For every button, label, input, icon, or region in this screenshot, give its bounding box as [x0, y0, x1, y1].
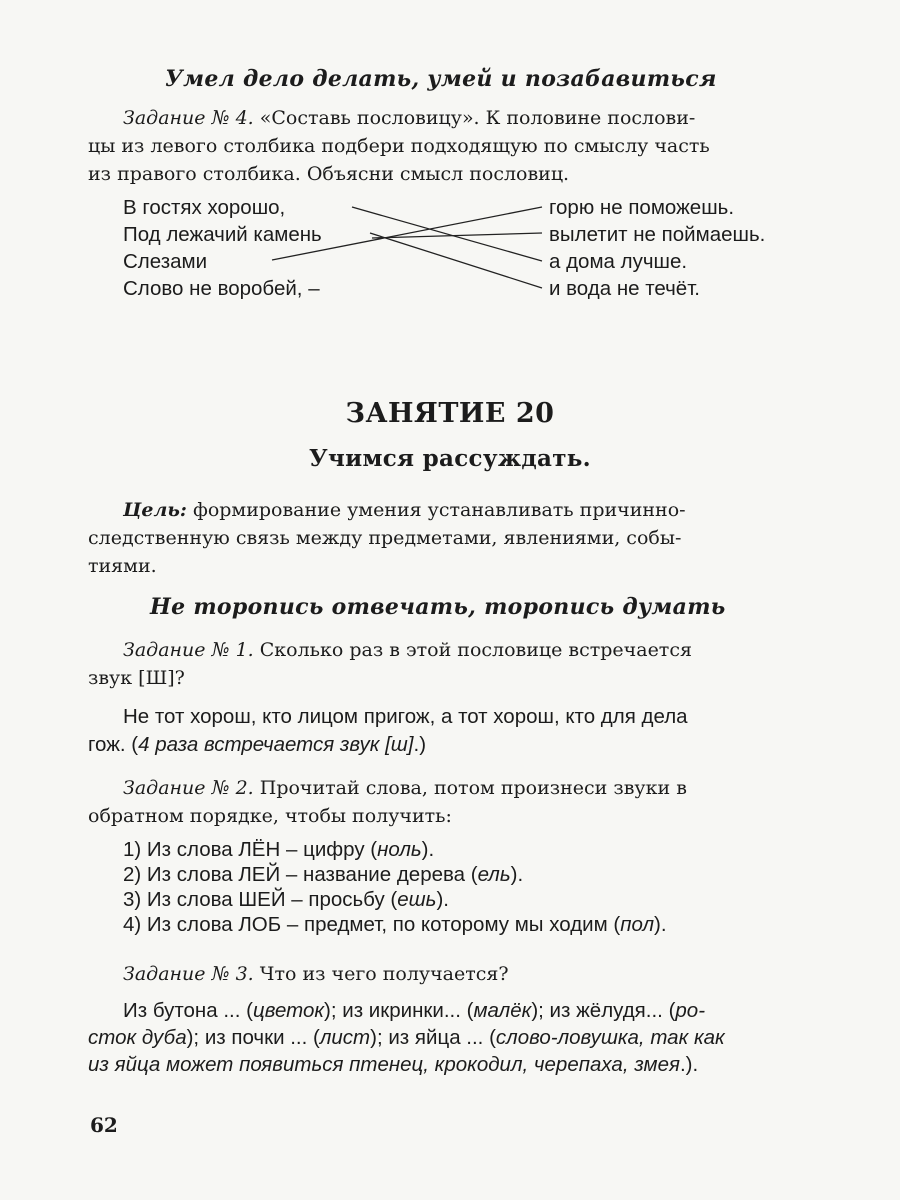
- task3-answer-line1: Из бутона ... (цветок); из икринки... (малёк); из жёлудя... (ро-: [123, 999, 706, 1022]
- task4-line2: цы из левого столбика подбери подходящую по смыслу часть: [88, 135, 710, 157]
- task1-line2: звук [Ш]?: [88, 667, 185, 689]
- lesson-subtitle: Учимся рассуждать.: [309, 445, 591, 472]
- left-item-3: Слезами: [123, 250, 208, 273]
- goal-label: Цель:: [123, 499, 187, 521]
- goal-line2: следственную связь между предметами, явлениями, собы-: [88, 527, 682, 549]
- task2-line1: [123, 774, 687, 802]
- task3-line1: [123, 960, 509, 988]
- task2-item-1: 1) Из слова ЛЁН – цифру (ноль).: [123, 838, 435, 861]
- lesson-title: ЗАНЯТИЕ 20: [345, 398, 555, 429]
- task1-answer-line1: Не тот хорош, кто лицом пригож, а тот хорош, кто для дела: [123, 705, 688, 728]
- task1-answer-italic: 4 раза встречается звук [ш]: [138, 733, 414, 756]
- task3-label: Задание № 3.: [123, 963, 254, 985]
- task2-line2: обратном порядке, чтобы получить:: [88, 805, 452, 827]
- task3-answer-line2: сток дуба); из почки ... (лист); из яйца ... (слово-ловушка, так как: [88, 1026, 725, 1049]
- left-item-2: Под лежачий камень: [123, 223, 322, 246]
- task2-item-3: 3) Из слова ШЕЙ – просьбу (ешь).: [123, 888, 449, 911]
- right-item-1: горю не поможешь.: [549, 196, 735, 219]
- task1-line1: [123, 636, 692, 664]
- right-item-3: а дома лучше.: [549, 250, 688, 273]
- task4-label: Задание № 4.: [123, 107, 254, 129]
- task1-label: Задание № 1.: [123, 639, 254, 661]
- task1-answer-plain: гож. (: [88, 733, 139, 756]
- task2-label: Задание № 2.: [123, 777, 254, 799]
- task3-answer-line3: из яйца может появиться птенец, крокодил, черепаха, змея.).: [88, 1053, 699, 1076]
- left-item-1: В гостях хорошо,: [123, 196, 286, 219]
- task2-text1: Прочитай слова, потом произнеси звуки в: [259, 777, 687, 799]
- left-item-4: Слово не воробей, –: [123, 277, 320, 300]
- task2-item-4: 4) Из слова ЛОБ – предмет, по которому мы ходим (пол).: [123, 913, 667, 936]
- section-title-1: Умел дело делать, умей и позабавиться: [165, 66, 717, 92]
- task1-answer-line2: [88, 731, 426, 759]
- match-line-2: [370, 233, 542, 288]
- task1-text1: Сколько раз в этой пословице встречается: [259, 639, 692, 661]
- page-number: 62: [90, 1113, 118, 1137]
- task4-text1: «Составь пословицу». К половине послови-: [259, 107, 696, 129]
- goal-line3: тиями.: [88, 555, 157, 577]
- task3-question: Что из чего получается?: [259, 963, 509, 985]
- right-item-4: и вода не течёт.: [549, 277, 701, 300]
- goal-line1: [123, 496, 686, 525]
- task2-item-2: 2) Из слова ЛЕЙ – название дерева (ель).: [123, 863, 524, 886]
- task4-line3: из правого столбика. Объясни смысл пословиц.: [88, 163, 570, 185]
- right-item-2: вылетит не поймаешь.: [549, 223, 766, 246]
- goal-text1: формирование умения устанавливать причинно-: [192, 499, 686, 521]
- task1-answer-end: .): [413, 733, 427, 756]
- match-line-3: [272, 207, 542, 260]
- section-title-2: Не торопись отвечать, торопись думать: [150, 594, 726, 620]
